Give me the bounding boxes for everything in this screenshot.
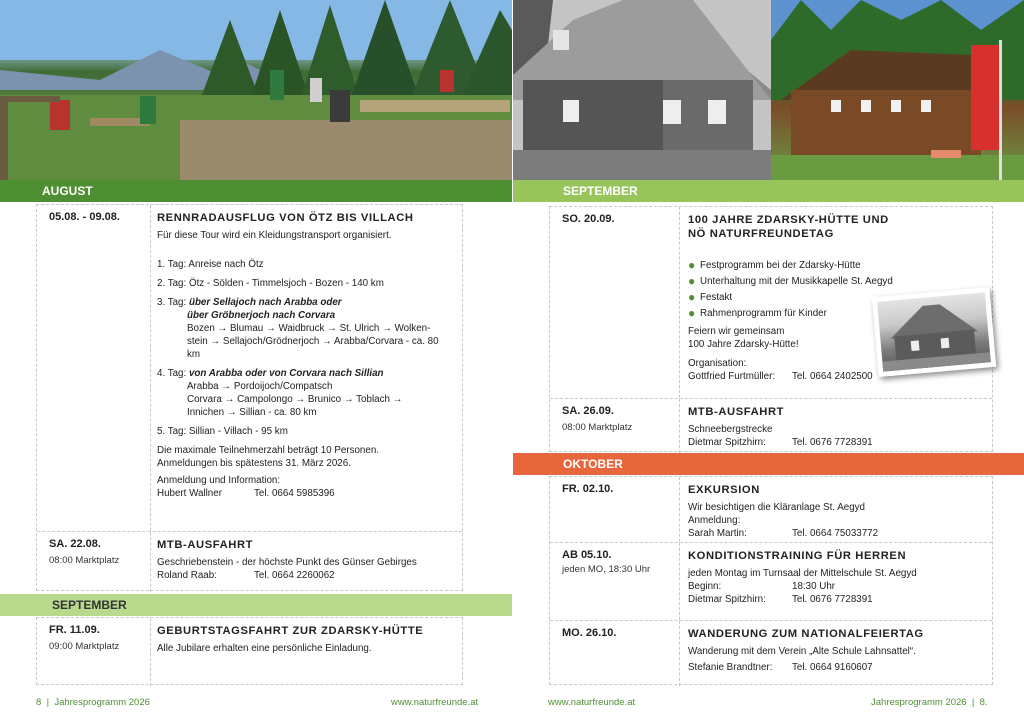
day-2: 2. Tag: Ötz - Sölden - Timmelsjoch - Bozen - 140 km [157,278,384,289]
date-column [550,207,680,398]
day-4-line-3: Innichen → Sillian - ca. 80 km [187,407,317,418]
footer-separator: | [46,697,50,708]
footer-url-right[interactable]: www.naturfreunde.at [548,697,636,708]
contact [157,487,454,500]
event-description: Geschriebenstein - der höchste Punkt des Günser Gebirges [157,557,417,568]
event-title: RENNRADAUSFLUG VON ÖTZ BIS VILLACH [157,212,414,224]
bullet-item [688,259,984,272]
event-date: FR. 11.09. [49,624,100,636]
month-label: SEPTEMBER [563,184,638,198]
date-column [37,532,151,592]
footer-title: Jahresprogramm 2026 [54,697,150,708]
month-bar-september-left [0,594,512,616]
day-4-route: von Arabba oder von Corvara nach Sillian [188,368,384,379]
event-rennrad [37,205,462,532]
month-label: SEPTEMBER [52,598,127,612]
info-label: Anmeldung und Information: [157,475,281,486]
old-hut-photo [513,0,771,180]
event-meeting-point: 09:00 Marktplatz [49,641,120,652]
month-bar-september-right [513,180,1024,202]
registration-label: Anmeldung: [688,515,741,526]
event-title: MTB-AUSFAHRT [688,406,785,418]
bullet-icon: ● [688,274,696,288]
day-5: 5. Tag: Sillian - Villach - 95 km [157,426,288,437]
event-konditionstraining [550,543,992,621]
zdarsky-hut-photo [771,0,1024,180]
event-description: Alle Jubilare erhalten eine persönliche Einladung. [157,643,372,654]
footer-title: Jahresprogramm 2026 [871,697,967,708]
contact-phone: Tel. 0664 75033772 [792,528,879,539]
event-date: AB 05.10. [562,549,612,561]
bullet-text: Festakt [700,292,733,303]
event-description: jeden Montag im Turnsaal der Mittelschule St. Aegyd [688,568,917,579]
bullet-icon: ● [688,258,696,272]
august-table [36,204,463,591]
event-date: MO. 26.10. [562,627,617,639]
contact [157,569,454,582]
date-column [37,205,151,531]
contact-phone: Tel. 0676 7728391 [792,437,873,448]
contact-phone: Tel. 0664 9160607 [792,662,873,673]
event-schedule: jeden MO, 18:30 Uhr [562,564,651,575]
contact-name: Hubert Wallner [157,488,222,499]
max-participants: Die maximale Teilnehmerzahl beträgt 10 Personen. [157,445,379,456]
contact-name: Gottfried Furtmüller: [688,371,776,382]
contact-name: Stefanie Brandtner: [688,662,773,673]
day-4-line-2: Corvara → Campolongo → Brunico → Toblach → [187,394,403,405]
begin-time: 18:30 Uhr [792,581,836,592]
bullet-text: Festprogramm bei der Zdarsky-Hütte [700,260,861,271]
day-3-line-1: Bozen → Blumau → Waidbruck → St. Ulrich → Wolken- [187,323,431,334]
event-date: 05.08. - 09.08. [49,211,120,223]
content-column [688,621,984,674]
footer-url-left[interactable]: www.naturfreunde.at [391,697,479,708]
event-title: GEBURTSTAGSFAHRT ZUR ZDARSKY-HÜTTE [157,625,424,637]
date-column [550,399,680,453]
event-geburtstagsfahrt [37,618,462,686]
month-bar-oktober [513,453,1024,475]
content-column [157,618,454,655]
contact-phone: Tel. 0664 2402500 [792,371,873,382]
content-column [157,205,454,500]
contact [688,593,984,606]
event-nationalfeiertag [550,621,992,686]
contact-name: Roland Raab: [157,570,217,581]
event-title: WANDERUNG ZUM NATIONALFEIERTAG [688,628,924,640]
begin-row [688,580,984,593]
organisation-label: Organisation: [688,358,747,369]
day-3-line-2: stein → Sellajoch/Grödnerjoch → Arabba/Corvara - ca. 80 [187,336,439,347]
event-title: MTB-AUSFAHRT [157,539,254,551]
day-4-label: 4. Tag: [157,368,187,379]
event-title: EXKURSION [688,484,760,496]
contact-name: Dietmar Spitzhirn: [688,437,766,448]
event-meeting-point: 08:00 Marktplatz [562,422,633,433]
begin-label: Beginn: [688,581,722,592]
event-date: FR. 02.10. [562,483,614,495]
contact-name: Dietmar Spitzhirn: [688,594,766,605]
event-intro: Für diese Tour wird ein Kleidungstransport organisiert. [157,230,392,241]
event-meeting-point: 08:00 Marktplatz [49,555,120,566]
event-date: SA. 22.08. [49,538,101,550]
event-mtb-sep [550,399,992,453]
september-left-table [36,617,463,685]
bullet-text: Rahmenprogramm für Kinder [700,308,827,319]
date-column [550,543,680,620]
event-mtb-aug [37,532,462,592]
celebrate-line-2: 100 Jahre Zdarsky-Hütte! [688,339,799,350]
contact [688,436,984,449]
bullet-text: Unterhaltung mit der Musikkapelle St. Aegyd [700,276,893,287]
event-exkursion [550,477,992,543]
bullet-item [688,275,984,288]
oktober-table [549,476,993,685]
page-number: 8. [979,697,988,708]
content-column [688,543,984,606]
month-label: AUGUST [42,184,93,198]
contact [688,527,984,540]
footer-separator: | [971,697,975,708]
day-3-route-a: über Sellajoch nach Arabba oder [188,297,342,308]
event-date: SO. 20.09. [562,213,615,225]
event-date: SA. 26.09. [562,405,614,417]
date-column [550,621,680,686]
bullet-icon: ● [688,290,696,304]
content-column [157,532,454,582]
content-column [688,399,984,449]
date-column [37,618,151,686]
picnic-photo [0,0,512,180]
month-label: OKTOBER [563,457,623,471]
footer-left [36,697,150,708]
contact [688,661,984,674]
contact [688,370,984,383]
event-title-line-2: NÖ NATURFREUNDETAG [688,228,834,240]
contact-phone: Tel. 0664 5985396 [254,488,335,499]
day-3-heading [157,296,454,309]
event-description: Schneebergstrecke [688,424,773,435]
event-description: Wanderung mit dem Verein „Alte Schule Lahnsattel“. [688,646,916,657]
contact-phone: Tel. 0664 2260062 [254,570,335,581]
day-4-heading [157,367,454,380]
day-3-route-b: über Gröbnerjoch nach Corvara [187,310,336,321]
registration-deadline: Anmeldungen bis spätestens 31. März 2026. [157,458,351,469]
event-description: Wir besichtigen die Kläranlage St. Aegyd [688,502,865,513]
contact-phone: Tel. 0676 7728391 [792,594,873,605]
old-hut-inset-photo [872,287,997,377]
month-bar-august [0,180,512,202]
content-column [688,477,984,540]
bullet-icon: ● [688,306,696,320]
right-page [513,0,1024,726]
day-3-label: 3. Tag: [157,297,187,308]
day-4-line-1: Arabba → Pordoijoch/Compatsch [187,381,333,392]
date-column [550,477,680,542]
event-title-line-1: 100 JAHRE ZDARSKY-HÜTTE UND [688,214,889,226]
day-3-line-3: km [187,349,201,360]
celebrate-line-1: Feiern wir gemeinsam [688,326,785,337]
contact-name: Sarah Martin: [688,528,747,539]
footer-right [871,697,988,708]
day-1: 1. Tag: Anreise nach Ötz [157,259,264,270]
event-title: KONDITIONSTRAINING FÜR HERREN [688,550,907,562]
page-number: 8 [36,697,42,708]
